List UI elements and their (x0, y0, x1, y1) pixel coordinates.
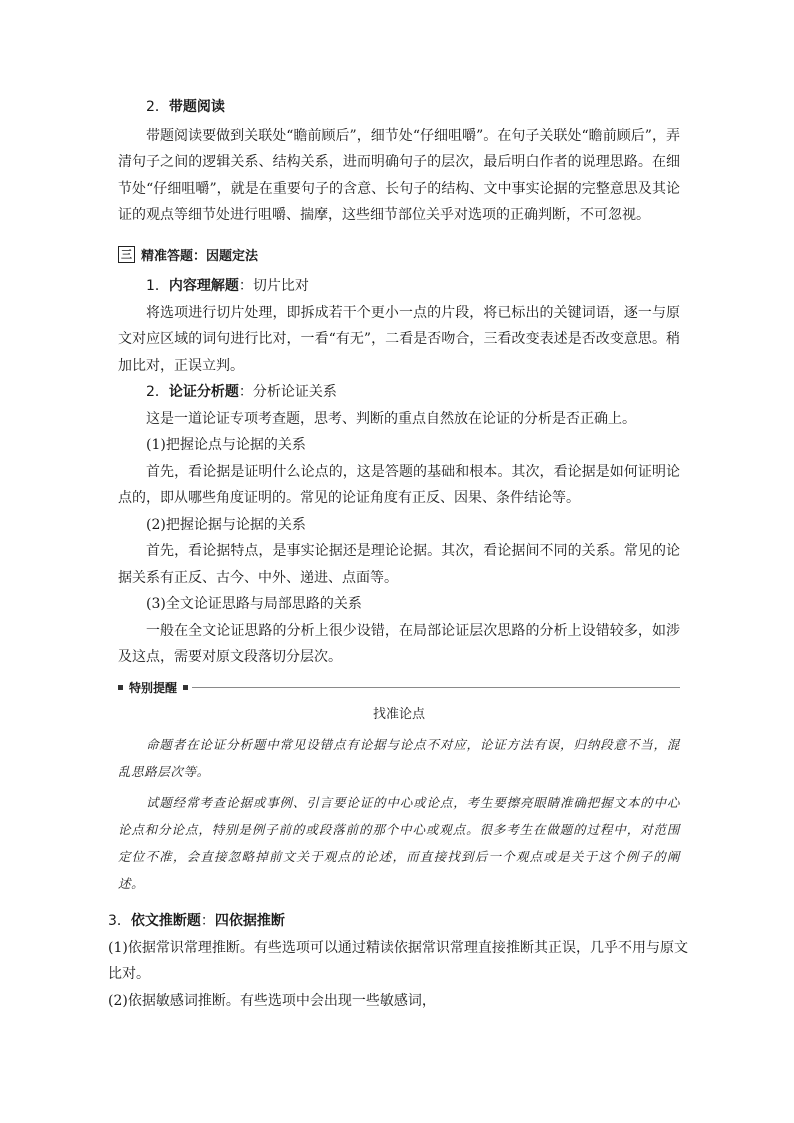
item-1-subtitle: 切片比对 (252, 278, 309, 294)
item-1-title: 内容理解题 (168, 278, 239, 294)
section-number-badge: 三 (118, 246, 135, 263)
section-3-header (118, 243, 680, 265)
item-2-number: 2． (146, 384, 169, 400)
item-1-paragraph: 将选项进行切片处理，即拆成若干个更小一点的片段，将已标出的关键词语，逐一与原文对应区域的词句进行比对，一看“有无”，二看是否吻合，三看改变表述是否改变意思。稍加比对，正误立判。 (118, 304, 680, 374)
item-1-number: 1． (146, 278, 169, 294)
item-3-title: 依文推断题 (130, 913, 201, 929)
item-2-paragraph: 这是一道论证专项考查题，思考、判断的重点自然放在论证的分析是否正确上。 (146, 410, 636, 427)
item-2-separator: ： (238, 384, 253, 400)
section-2 (118, 94, 680, 229)
item-3-line-1: (1)依据常识常理推断。有些选项可以通过精读依据常识常理直接推断其正误，几乎不用与原文比对。 (108, 939, 688, 982)
heading-title: 带题阅读 (168, 99, 225, 115)
item-1-heading (118, 273, 680, 300)
tip-square-icon (118, 685, 123, 690)
heading-number: 2． (146, 99, 169, 115)
tip-title: 找准论点 (372, 706, 425, 722)
item-3-heading (108, 908, 688, 935)
item-2-subtitle: 分析论证关系 (252, 384, 337, 400)
tip-label: 特别提醒 (129, 681, 178, 695)
point-1-paragraph: 首先，看论据是证明什么论点的，这是答题的基础和根本。其次，看论据是如何证明论点的，即从哪些角度证明的。常见的论证角度有正反、因果、条件结论等。 (118, 463, 680, 506)
tip-divider (192, 687, 680, 688)
point-3-paragraph: 一般在全文论证思路的分析上很少设错，在局部论证层次思路的分析上设错较多，如涉及这点，需要对原文段落切分层次。 (118, 622, 680, 665)
item-2-title: 论证分析题 (168, 384, 239, 400)
point-2-label: (2)把握论据与论据的关系 (146, 516, 306, 533)
item-3-line-2: (2)依据敏感词推断。有些选项中会出现一些敏感词， (108, 992, 436, 1009)
point-1-label: (1)把握论点与论据的关系 (146, 437, 306, 453)
item-2-heading (118, 379, 680, 406)
item-3 (108, 908, 688, 1014)
item-1-separator: ： (238, 278, 253, 294)
point-2-paragraph: 首先，看论据特点，是事实论据还是理论论据。其次，看论据间不同的关系。常见的论据关系有正反、古今、中外、递进、点面等。 (118, 543, 680, 586)
tip-bar (118, 679, 680, 697)
section-2-heading (118, 94, 680, 121)
tip-paragraph-1: 命题者在论证分析题中常见设错点有论据与论点不对应，论证方法有误，归纳段意不当，混乱思路层次等。 (118, 736, 680, 779)
item-3-subtitle: 四依据推断 (214, 913, 285, 929)
point-3-label: (3)全文论证思路与局部思路的关系 (146, 596, 362, 612)
item-3-separator: ： (200, 913, 215, 929)
section-3-title: 精准答题：因题定法 (141, 248, 259, 264)
tip-paragraph-2: 试题经常考查论据或事例、引言要论证的中心或论点，考生要擦亮眼睛准确把握文本的中心论点和分论点，特别是例子前的或段落前的那个中心或观点。很多考生在做题的过程中，对范围定位不准，会直接忽略掉前文关于观点的论述，而直接找到后一个观点或是关于这个例子的阐述。 (118, 794, 680, 891)
tip-square-icon (183, 685, 188, 690)
section-2-paragraph: 带题阅读要做到关联处“瞻前顾后”，细节处“仔细咀嚼”。在句子关联处“瞻前顾后”，弄清句子之间的逻辑关系、结构关系，进而明确句子的层次，最后明白作者的说理思路。在细节处“仔细咀嚼”，就是在重要句子的含意、长句子的结构、文中事实论据的完整意思及其论证的观点等细节处进行咀嚼、揣摩，这些细节部位关乎对选项的正确判断，不可忽视。 (118, 127, 680, 223)
item-3-number: 3． (108, 913, 131, 929)
section-3 (118, 237, 680, 897)
